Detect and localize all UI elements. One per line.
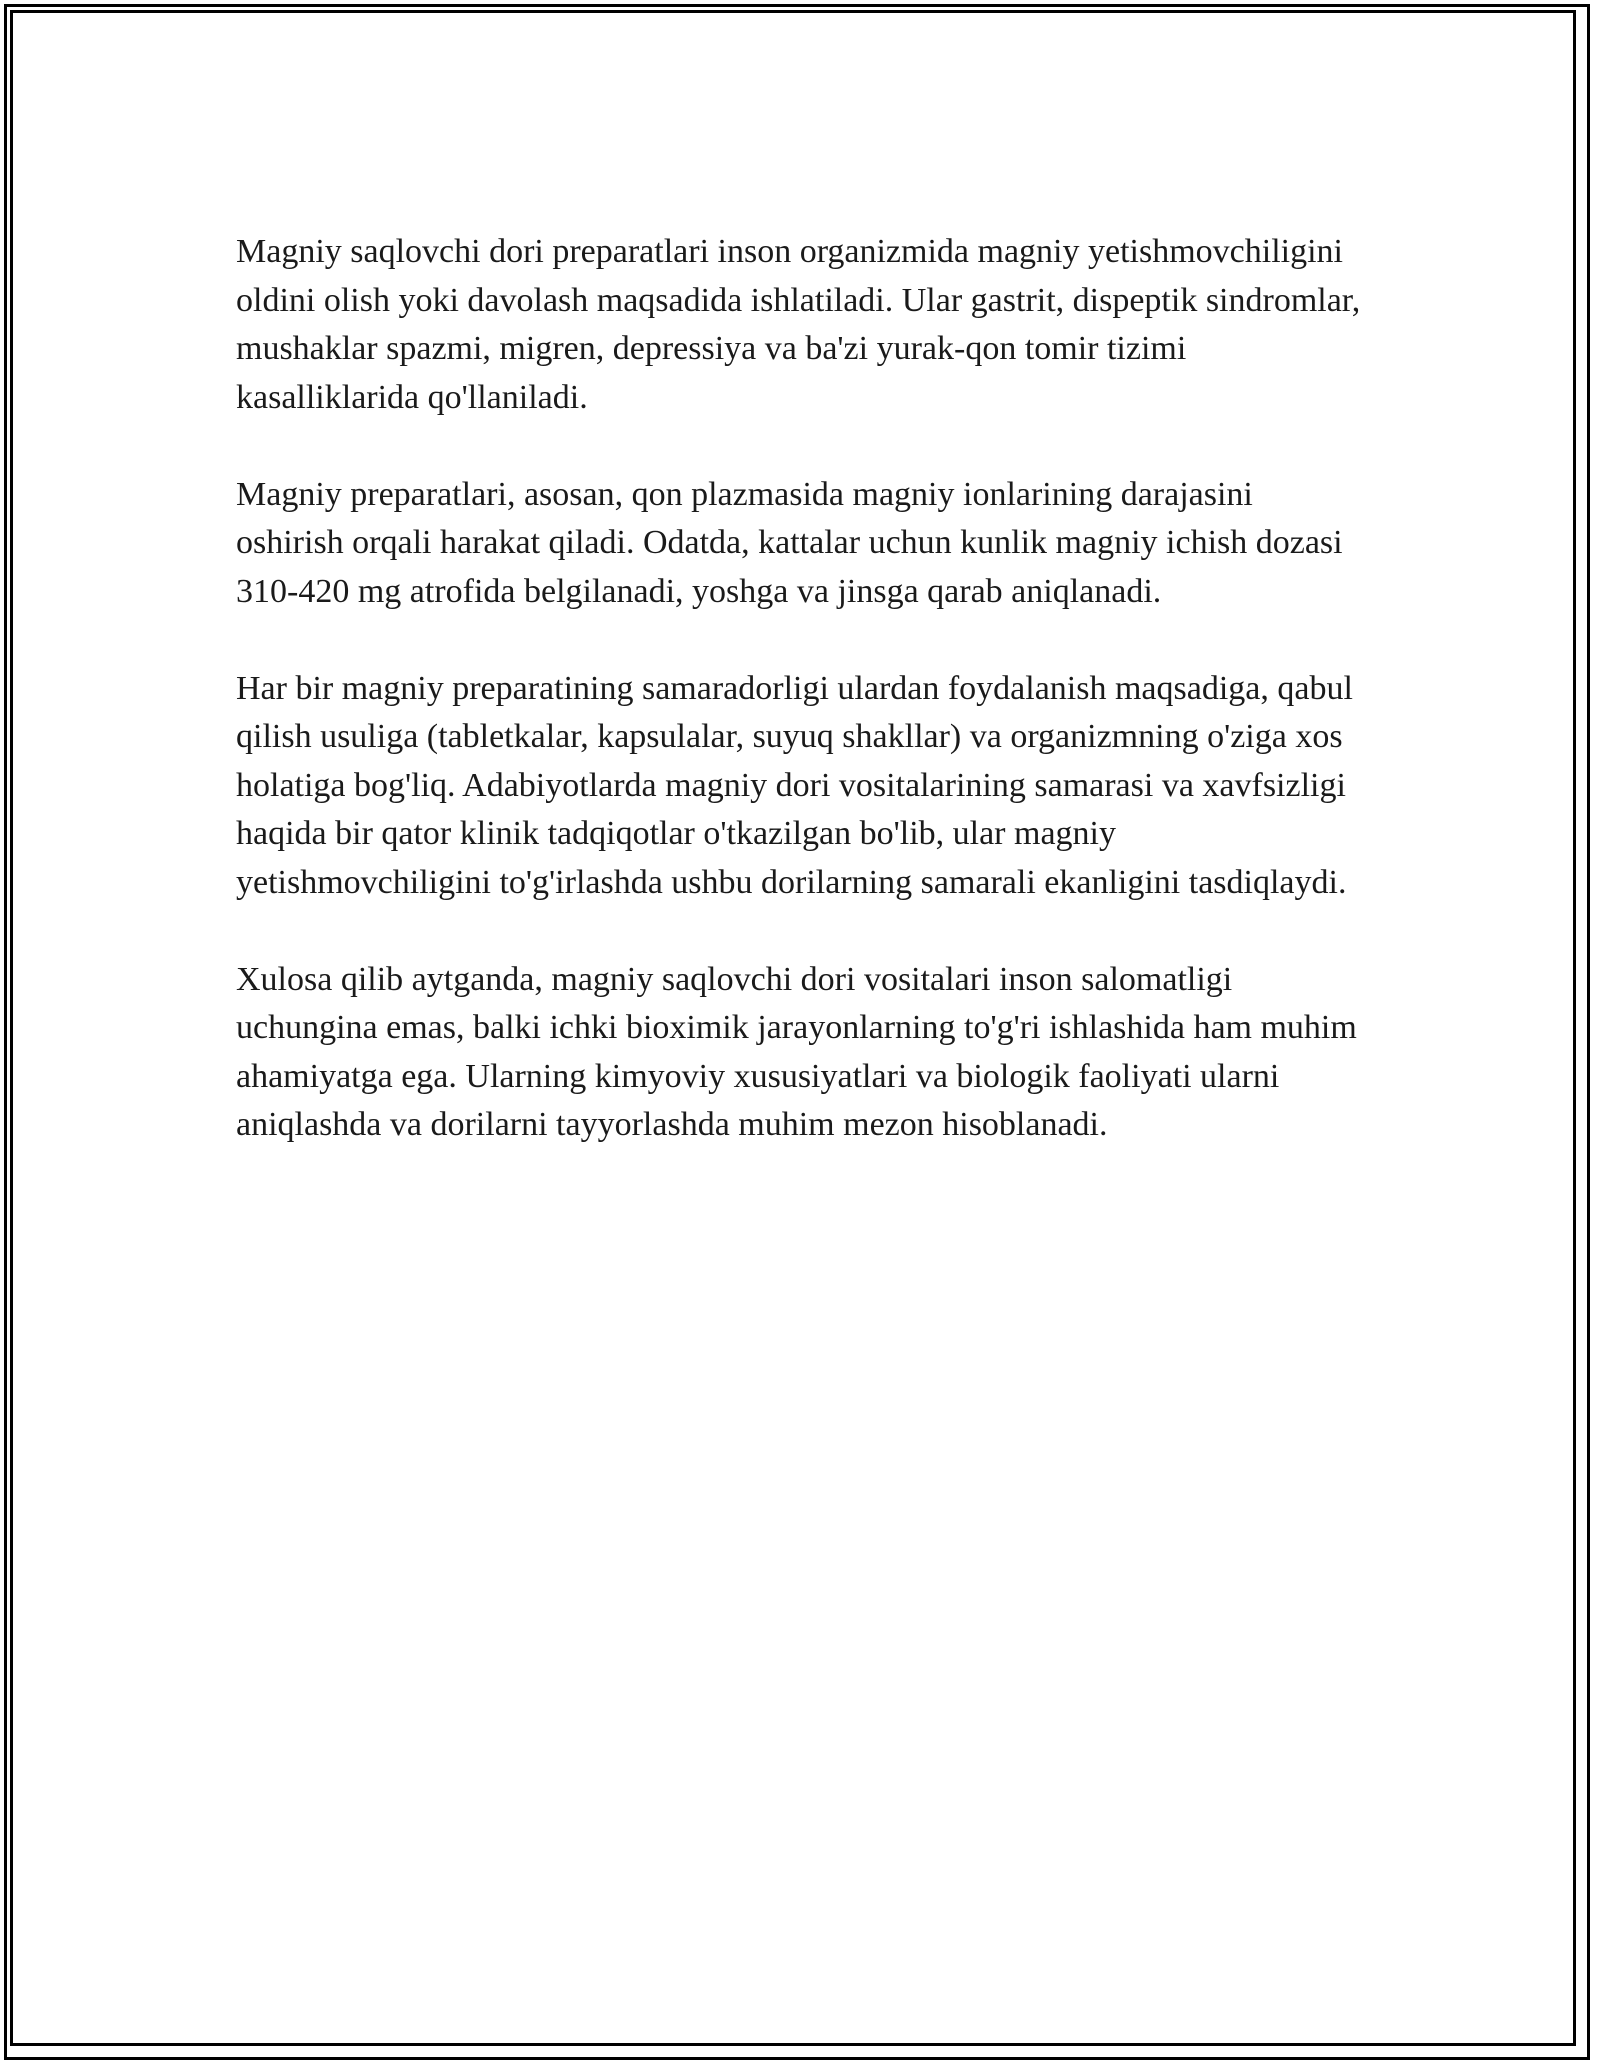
- paragraph-conclusion: Xulosa qilib aytganda, magniy saqlovchi dori vositalari inson salomatligi uchungina emas, balki ichki bioximik jarayonlarning to'g'ri ishlashida ham muhim ahamiyatga ega. Ularning kimyoviy xususiyatlari va biologik faoliyati ularni aniqlashda va dorilarni tayyorlashda muhim mezon hisoblanadi.: [236, 960, 1357, 1143]
- paragraph-mechanism: Magniy preparatlari, asosan, qon plazmasida magniy ionlarining darajasini oshirish orqali harakat qiladi. Odatda, kattalar uchun kunlik magniy ichish dozasi 310-420 mg atrofida belgilanadi, yoshga va jinsga qarab aniqlanadi.: [236, 475, 1343, 610]
- paragraph-efficacy: Har bir magniy preparatining samaradorligi ulardan foydalanish maqsadiga, qabul qilish usuliga (tabletkalar, kapsulalar, suyuq shakllar) va organizmning o'ziga xos holatiga bog'liq. Adabiyotlarda magniy dori vositalarining samarasi va xavfsizligi haqida bir qator klinik tadqiqotlar o'tkazilgan bo'lib, ular magniy yetishmovchiligini to'g'irlashda ushbu dorilarning samarali ekanligini tasdiqlaydi.: [236, 669, 1353, 901]
- paragraph-intro: Magniy saqlovchi dori preparatlari inson organizmida magniy yetishmovchiligini oldini olish yoki davolash maqsadida ishlatiladi. Ular gastrit, dispeptik sindromlar, mushaklar spazmi, migren, depressiya va ba'zi yurak-qon tomir tizimi kasalliklarida qo'llaniladi.: [236, 233, 1361, 416]
- document-body: [236, 228, 1366, 1198]
